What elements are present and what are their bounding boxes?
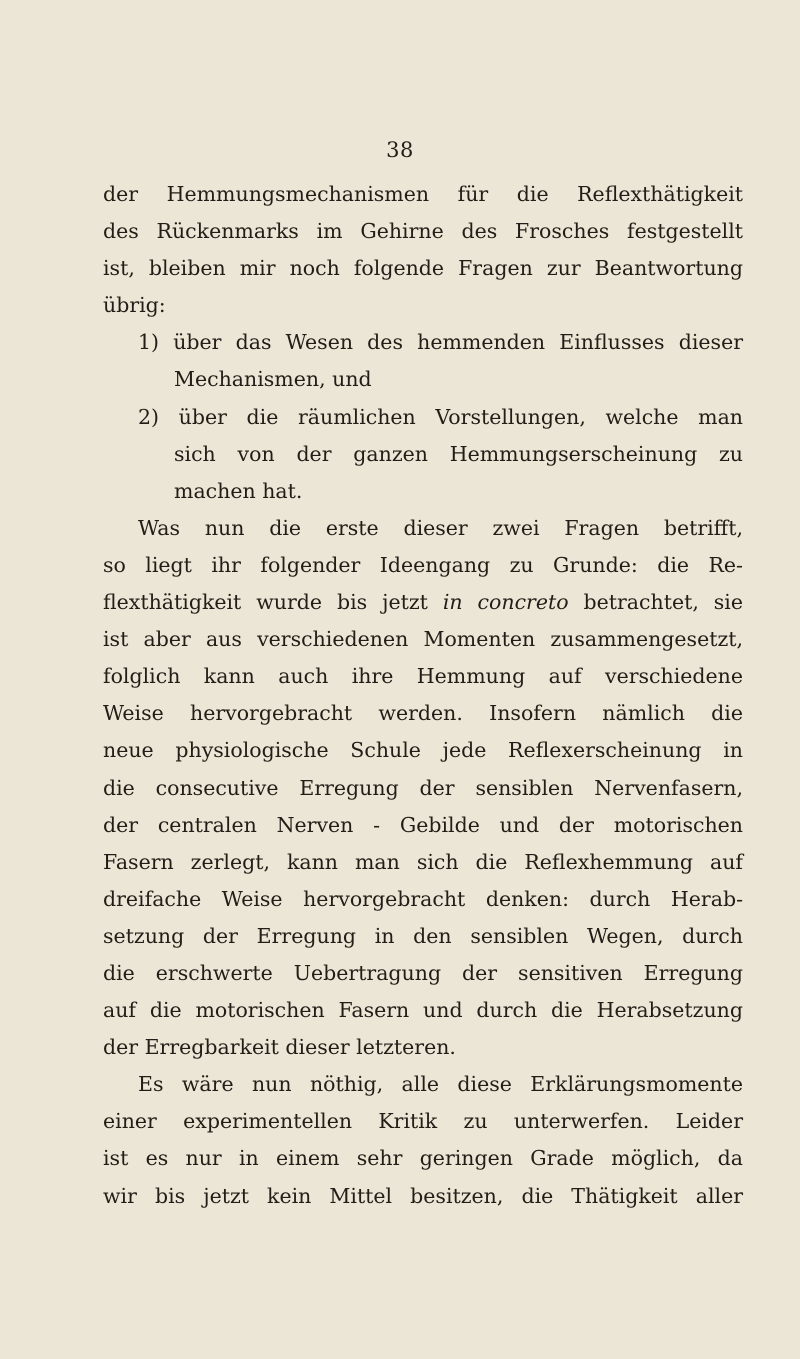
paragraph-start: Es wäre nun nöthig, alle diese Erklärungsmomente [138, 1072, 743, 1097]
text-line: die consecutive Erregung der sensiblen Nervenfasern, [103, 775, 743, 800]
text-line: neue physiologische Schule jede Reflexerscheinung in [103, 738, 743, 763]
paragraph-start: Was nun die erste dieser zwei Fragen betrifft, [138, 515, 743, 540]
text-line: der Erregbarkeit dieser letzteren. [103, 1035, 456, 1060]
text-line: Fasern zerlegt, kann man sich die Reflexhemmung auf [103, 849, 743, 874]
list-item-2: 2) über die räumlichen Vorstellungen, welche man [138, 404, 743, 429]
italic-phrase: in concreto [442, 590, 569, 615]
text-line: der Hemmungsmechanismen für die Reflexthätigkeit [103, 182, 743, 206]
text-line: ist es nur in einem sehr geringen Grade möglich, da [103, 1146, 743, 1171]
text-line: einer experimentellen Kritik zu unterwerfen. Leider [103, 1109, 743, 1134]
text-line: des Rückenmarks im Gehirne des Frosches festgestellt [103, 219, 743, 244]
text-line: wir bis jetzt kein Mittel besitzen, die Thätigkeit aller [103, 1183, 743, 1208]
text-line: ist, bleiben mir noch folgende Fragen zur Beantwortung [103, 256, 743, 281]
page-number: 38 [386, 138, 414, 162]
text-line: übrig: [103, 293, 166, 318]
text-line: Mechanismen, und [174, 367, 372, 392]
text-line: so liegt ihr folgender Ideengang zu Grunde: die Re- [103, 552, 743, 577]
text-line: der centralen Nerven - Gebilde und der motorischen [103, 812, 743, 837]
text-line: machen hat. [174, 478, 303, 503]
list-item-1: 1) über das Wesen des hemmenden Einflusses dieser [138, 330, 743, 355]
text-line: ist aber aus verschiedenen Momenten zusammengesetzt, [103, 627, 743, 652]
text-line: die erschwerte Uebertragung der sensitiven Erregung [103, 960, 743, 985]
body-text [103, 176, 743, 1215]
text-span: flexthätigkeit wurde bis jetzt [103, 590, 428, 615]
text-line: sich von der ganzen Hemmungserscheinung zu [174, 441, 743, 466]
text-line: folglich kann auch ihre Hemmung auf verschiedene [103, 664, 743, 689]
text-line: Weise hervorgebracht werden. Insofern nämlich die [103, 701, 743, 726]
text-span: betrachtet, sie [583, 590, 743, 615]
text-line-with-italic [103, 584, 743, 621]
text-line: setzung der Erregung in den sensiblen Wegen, durch [103, 923, 743, 948]
text-line: dreifache Weise hervorgebracht denken: durch Herab- [103, 886, 743, 911]
text-line: auf die motorischen Fasern und durch die Herabsetzung [103, 998, 743, 1023]
